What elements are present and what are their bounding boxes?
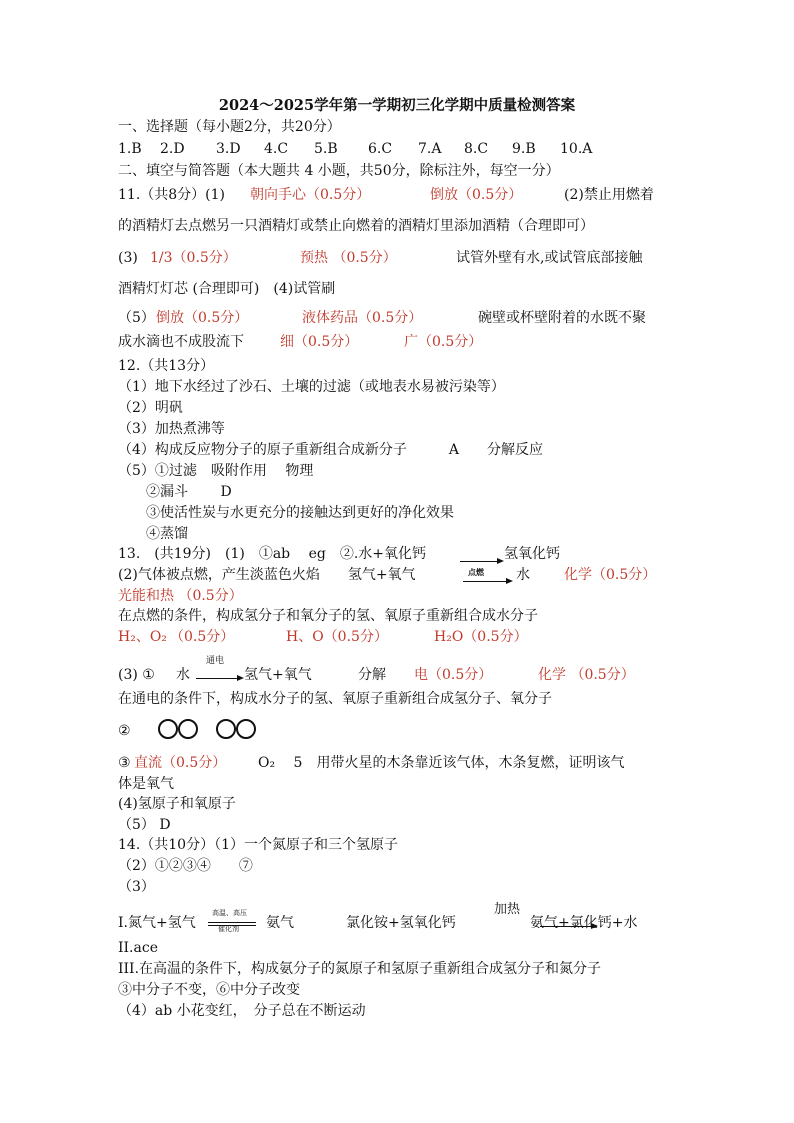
reaction-arrow [196, 675, 244, 683]
q11-part-5-label: （5） [118, 310, 155, 326]
q11-part-3-answer-a: 1/3（0.5分） [150, 250, 237, 266]
q14-line-3: （3） [118, 879, 155, 895]
answer-6: 6.C [368, 141, 393, 157]
q13-line-6 [118, 656, 678, 684]
q14-product-2: 氨气+氯化钙+水 [530, 915, 638, 931]
q13-answer-electric: 电（0.5分） [414, 667, 493, 683]
q13-head: 13. (共19分) (1) ①ab eg ②.水+氧化钙 [118, 546, 427, 562]
q11-part-5-answer-a: 倒放（0.5分） [156, 310, 249, 326]
reaction-condition: 加热 [494, 902, 521, 917]
q11-part-3-answer-b: 预热 （0.5分） [300, 250, 397, 266]
section-2-heading: 二、填空与简答题（本大题共 4 小题，共50分，除标注外，每空一分） [118, 163, 560, 179]
q11-part-3-label: (3) [118, 250, 138, 266]
q13-line-4: 在点燃的条件，构成氢分子和氧分子的氢、氧原子重新组合成水分子 [118, 608, 538, 624]
q11-part-5-answer-d: 成水滴也不成股流下 [118, 334, 244, 350]
answer-9: 9.B [512, 141, 536, 157]
q14-reactants-1: I.氮气+氢气 [118, 915, 196, 931]
reaction-condition: 通电 [206, 656, 225, 666]
q14-product-1: 氨气 [266, 915, 294, 931]
molecule-model-atom [158, 719, 178, 739]
q13-line-2 [118, 566, 678, 584]
molecule-model-atom [178, 719, 198, 739]
answer-4: 4.C [264, 141, 289, 157]
q14-line-2: （2）①②③④ ⑦ [118, 858, 253, 874]
q13-products: 氢气+氧气 [244, 667, 312, 683]
q13-part-2-label: ② [118, 723, 131, 739]
molecule-model-atom [216, 719, 236, 739]
q14-line-1: 14.（共10分）（1）一个氮原子和三个氢原子 [118, 837, 398, 853]
q13-part-3-label: (3) ① [118, 667, 155, 683]
q12-line-2: （2）明矾 [118, 400, 183, 416]
q13-atoms: H、O（0.5分） [286, 629, 388, 645]
q12-line-4: （4）构成反应物分子的原子重新组合成新分子 A 分解反应 [118, 442, 544, 458]
q11-answer-3: (2)禁止用燃着 [564, 187, 654, 203]
document-title: 2024～2025学年第一学期初三化学期中质量检测答案 [218, 97, 576, 114]
q13-line-3: 光能和热 （0.5分） [118, 588, 243, 604]
q12-line-3: （3）加热煮沸等 [118, 421, 225, 437]
q11-answer-1: 朝向手心（0.5分） [250, 187, 371, 203]
q13-line-12: （5） D [118, 817, 171, 833]
answer-2: 2.D [160, 141, 185, 157]
q13-answer-chemical-2: 化学 （0.5分） [538, 667, 635, 683]
q13-part-3-label: ③ [118, 755, 131, 771]
q13-line-11: (4)氢原子和氧原子 [118, 796, 236, 812]
answer-7: 7.A [418, 141, 442, 157]
q11-part-5-answer-c: 碗壁或杯壁附着的水既不聚 [478, 310, 646, 326]
q11-answer-2: 倒放（0.5分） [430, 187, 523, 203]
q13-answer-dc: 直流（0.5分） [134, 755, 227, 771]
q12-line-5: （5）①过滤 吸附作用 物理 [118, 463, 314, 479]
q13-water: 水 [516, 567, 530, 583]
q13-water-molecule: H₂O（0.5分） [434, 629, 528, 645]
q11-line-2: 的酒精灯去点燃另一只酒精灯或禁止向燃着的酒精灯里添加酒精（合理即可） [118, 218, 594, 234]
q13-decomposition: 分解 [358, 667, 386, 683]
q13-molecules: H₂、O₂ [118, 629, 167, 645]
q12-line-6: ②漏斗 D [118, 484, 232, 500]
q11-part-3-answer-c: 试管外壁有水,或试管底部接触 [456, 250, 643, 266]
q13-product: 氢氧化钙 [504, 546, 560, 562]
q13-answer-chemical: 化学（0.5分） [564, 567, 657, 583]
section-1-heading: 一、选择题（每小题2分，共20分） [118, 119, 341, 135]
q14-line-8: （4）ab 小花变红， 分子总在不断运动 [118, 1003, 366, 1019]
reaction-condition: 催化剂 [218, 925, 239, 933]
q14-line-7: ③中分子不变，⑥中分子改变 [118, 982, 300, 998]
q13-oxygen-test: O₂ 5 用带火星的木条靠近该气体，木条复燃，证明该气 [258, 755, 625, 771]
q13-line-1 [118, 545, 678, 563]
q11-head: 11.（共8分）(1) [118, 187, 226, 203]
molecule-model-atom [236, 719, 256, 739]
reaction-condition: 高温、高压 [212, 909, 247, 917]
q12-head: 12.（共13分） [118, 358, 215, 374]
q12-line-8: ④蒸馏 [118, 526, 188, 542]
answer-3: 3.D [216, 141, 241, 157]
q13-flame-text: (2)气体被点燃，产生淡蓝色火焰 氢气+氧气 [118, 567, 416, 583]
q14-line-6: III.在高温的条件下，构成氨分子的氮原子和氢原子重新组合成氢分子和氮分子 [118, 961, 602, 977]
q11-part-5-answer-f: 广（0.5分） [404, 334, 483, 350]
answer-8: 8.C [464, 141, 489, 157]
answer-10: 10.A [560, 141, 593, 157]
q11-part-5-answer-b: 液体药品（0.5分） [302, 310, 423, 326]
q12-line-7: ③使活性炭与水更充分的接触达到更好的净化效果 [118, 505, 454, 521]
reaction-arrow [463, 578, 513, 586]
q14-line-5: II.ace [118, 940, 158, 956]
q13-line-7: 在通电的条件下，构成水分子的氢、氧原子重新组合成氢分子、氧分子 [118, 691, 552, 707]
answer-5: 5.B [314, 141, 338, 157]
q11-part-5-answer-e: 细（0.5分） [280, 334, 359, 350]
q13-score-a: （0.5分） [170, 629, 235, 645]
reaction-condition: 点燃 [468, 567, 484, 577]
answer-1: 1.B [118, 141, 142, 157]
q13-line-10: 体是氧气 [118, 776, 174, 792]
q14-reactants-2: 氯化铵+氢氧化钙 [346, 915, 456, 931]
q13-reactant: 水 [176, 667, 190, 683]
q12-line-1: （1）地下水经过了沙石、土壤的过滤（或地表水易被污染等） [118, 379, 505, 395]
q14-line-4 [118, 902, 678, 933]
q11-line-4: 酒精灯灯芯 (合理即可) (4)试管刷 [118, 281, 336, 297]
